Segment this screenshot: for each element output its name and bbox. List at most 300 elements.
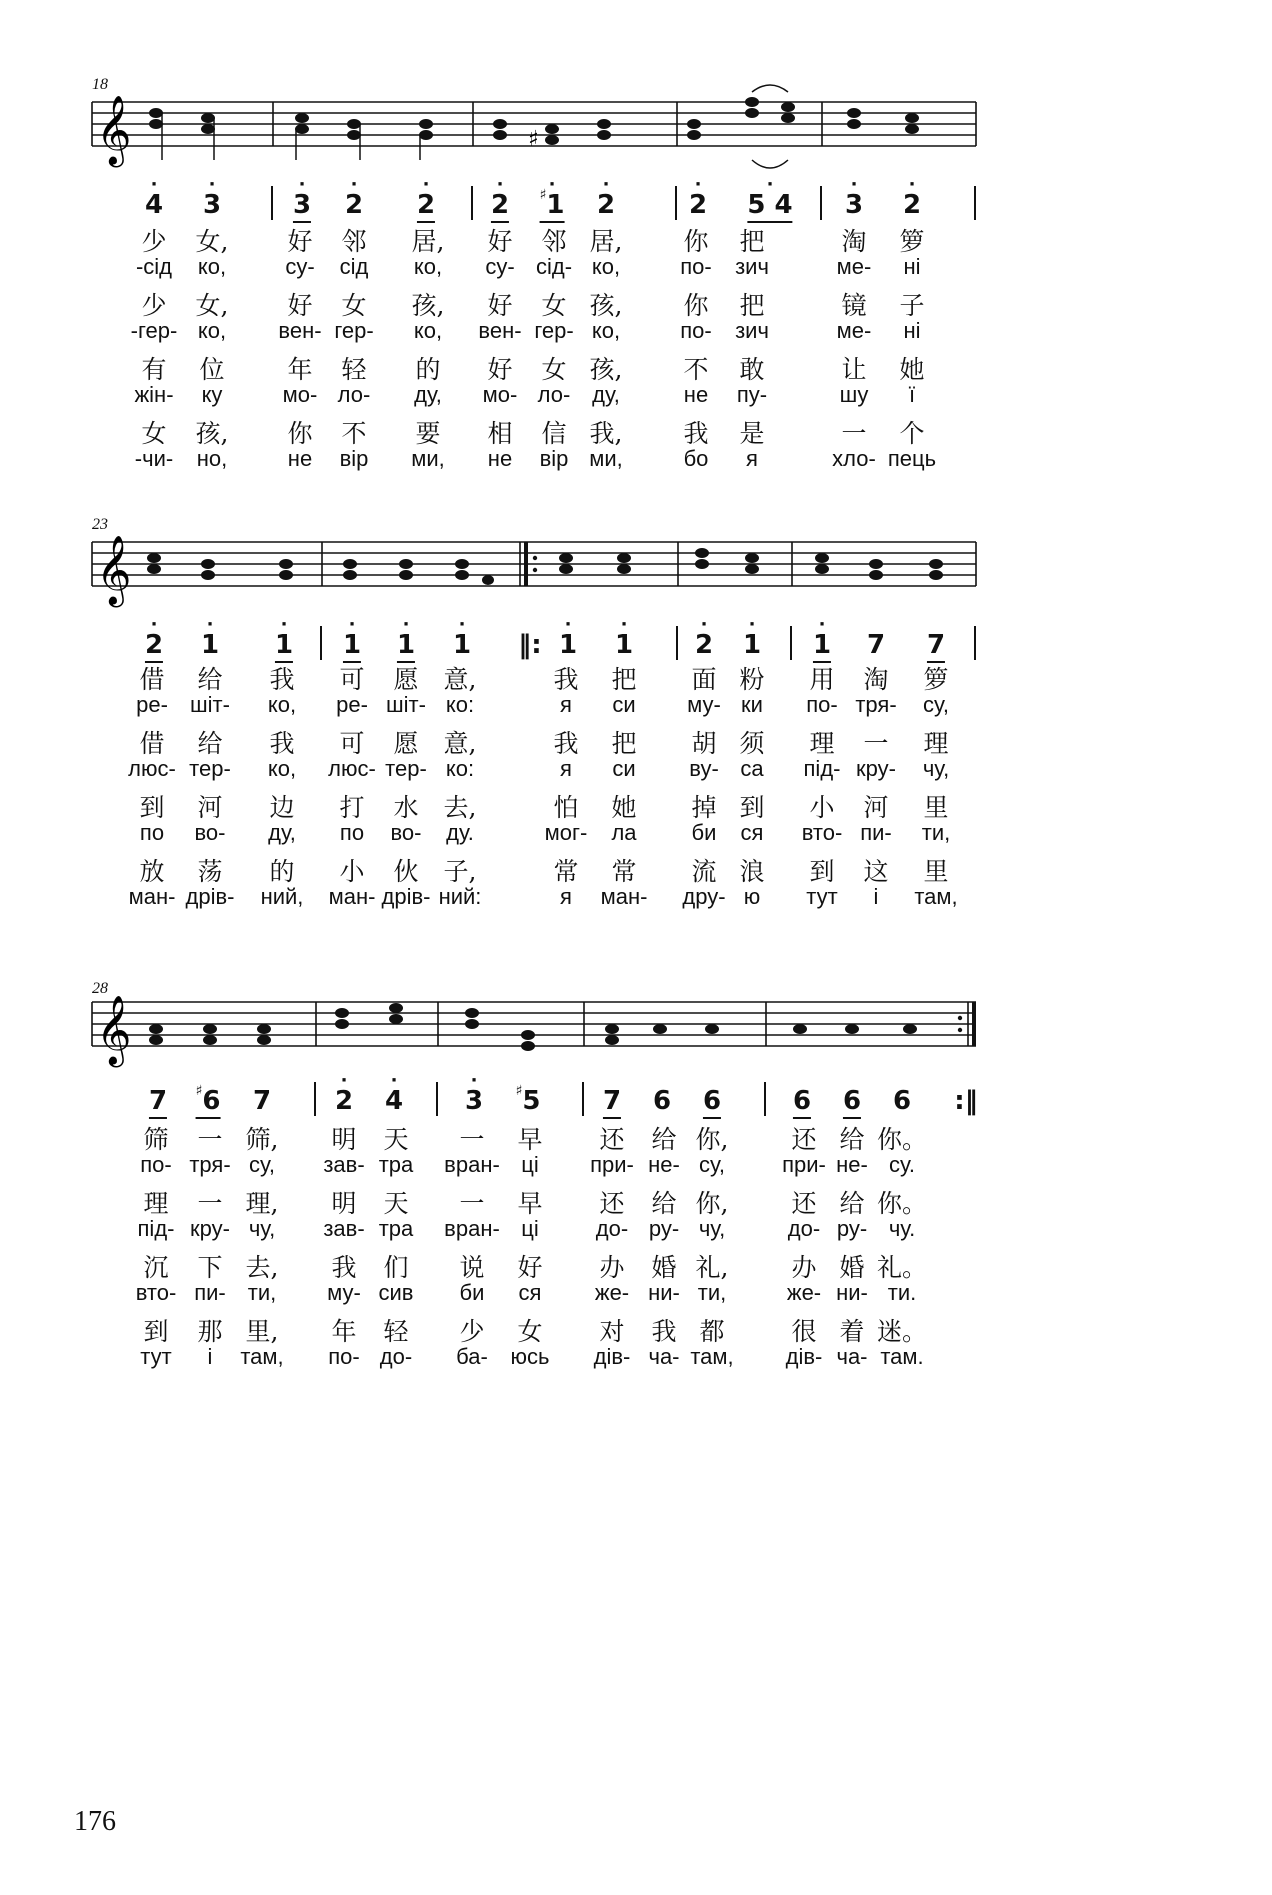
- lyric-word: 把: [739, 291, 765, 320]
- treble-clef-icon: 𝄞: [96, 535, 132, 605]
- jianpu-note: 2 ·: [902, 174, 922, 220]
- lyric-word: пу-: [736, 382, 768, 407]
- lyric-word: чу,: [698, 1216, 726, 1241]
- lyric-word: 去,: [245, 1253, 279, 1282]
- page-number: 176: [74, 1806, 116, 1837]
- lyric-word: ко,: [413, 254, 443, 279]
- lyric-word: же-: [786, 1280, 822, 1305]
- lyric-word: 箩: [923, 665, 949, 694]
- lyric-word: 女: [541, 291, 567, 320]
- lyric-word: по-: [806, 692, 838, 717]
- lyric-word: 很: [791, 1317, 817, 1346]
- lyric-word: -чи-: [134, 446, 174, 471]
- lyric-word: 一: [459, 1125, 485, 1154]
- jianpu-note: 2 ·: [694, 614, 714, 660]
- lyric-word: ко,: [267, 692, 297, 717]
- lyric-word: 还: [791, 1125, 817, 1154]
- lyric-word: вто-: [801, 820, 843, 845]
- lyric-word: 这: [863, 857, 889, 886]
- lyric-word: там,: [914, 884, 958, 909]
- lyric-word: тер-: [189, 756, 231, 781]
- lyric-word: ме-: [836, 254, 872, 279]
- lyric-word: 边: [269, 793, 295, 822]
- jianpu-note: 2 ·: [491, 190, 509, 223]
- lyric-word: юсь: [510, 1344, 550, 1369]
- jianpu-note: 1 ·: [614, 614, 634, 660]
- lyric-word: во-: [194, 820, 226, 845]
- lyric-word: дів-: [593, 1344, 631, 1369]
- jianpu-note: 1 ·: [813, 630, 831, 663]
- lyric-word: не-: [836, 1152, 868, 1177]
- lyric-word: 小: [339, 857, 365, 886]
- lyric-word: пи-: [194, 1280, 226, 1305]
- lyric-word: 邻: [341, 227, 367, 256]
- lyric-word: 天: [383, 1125, 409, 1154]
- lyric-word: 须: [739, 729, 765, 758]
- lyric-word: су,: [923, 692, 949, 717]
- jianpu-note: 2 ·: [688, 174, 708, 220]
- lyric-word: 到: [739, 793, 765, 822]
- lyric-word: 婚: [651, 1253, 677, 1282]
- lyric-line-chinese: [0, 1120, 1272, 1154]
- lyric-word: 常: [611, 857, 637, 886]
- lyric-word: ву-: [689, 756, 719, 781]
- lyric-word: дрів-: [381, 884, 431, 909]
- lyric-word: 到: [139, 793, 165, 822]
- lyric-word: ру-: [648, 1216, 680, 1241]
- lyric-word: ний,: [260, 884, 304, 909]
- lyric-word: я: [560, 692, 572, 717]
- lyric-word: 给: [197, 729, 223, 758]
- lyric-word: 轻: [341, 355, 367, 384]
- lyric-word: вто-: [135, 1280, 177, 1305]
- lyric-word: ні: [903, 318, 921, 343]
- lyric-word: 子: [899, 291, 925, 320]
- lyric-word: 理: [809, 729, 835, 758]
- jianpu-note: 1 ·: [200, 614, 220, 660]
- lyric-word: 你。: [876, 1189, 928, 1218]
- lyric-word: вір: [339, 446, 369, 471]
- lyric-word: 到: [809, 857, 835, 886]
- lyric-word: ру-: [836, 1216, 868, 1241]
- lyric-word: шіт-: [386, 692, 426, 717]
- lyric-word: 少: [141, 291, 167, 320]
- lyric-word: 明: [331, 1189, 357, 1218]
- lyric-word: 放: [139, 857, 165, 886]
- lyric-word: су-: [485, 254, 515, 279]
- lyric-word: 孩,: [589, 355, 623, 384]
- jianpu-note: 1 ·: [742, 614, 762, 660]
- lyric-word: 不: [341, 419, 367, 448]
- jianpu-note: 2 ·: [596, 174, 616, 220]
- jianpu-note: 7: [927, 630, 945, 663]
- jianpu-note: 3 ·: [464, 1070, 484, 1116]
- lyric-word: 要: [415, 419, 441, 448]
- lyric-word: 小: [809, 793, 835, 822]
- lyric-word: 女: [141, 419, 167, 448]
- svg-text:♯: ♯: [528, 127, 539, 152]
- jianpu-note: 1 ·: [397, 630, 415, 663]
- jianpu-note: 2 ·: [417, 190, 435, 223]
- jianpu-note: 2 ·: [334, 1070, 354, 1116]
- lyric-word: ман-: [600, 884, 648, 909]
- jianpu-note: ♯1 ·: [540, 190, 565, 223]
- jianpu-note: ♯5: [515, 1083, 541, 1116]
- lyric-word: 居,: [411, 227, 445, 256]
- lyric-word: тут: [806, 884, 838, 909]
- lyric-word: 好: [517, 1253, 543, 1282]
- lyric-word: не: [287, 446, 313, 471]
- lyric-word: 让: [841, 355, 867, 384]
- treble-clef-icon: 𝄞: [96, 95, 132, 165]
- lyric-word: 婚: [839, 1253, 865, 1282]
- lyric-word: 好: [287, 227, 313, 256]
- lyric-word: ці: [521, 1216, 539, 1241]
- measure-number: 18: [92, 76, 108, 93]
- lyric-word: 我: [553, 729, 579, 758]
- lyric-word: 办: [791, 1253, 817, 1282]
- jianpu-note: 2 ·: [145, 630, 163, 663]
- lyric-word: 可: [339, 665, 365, 694]
- lyric-word: по-: [140, 1152, 172, 1177]
- lyric-word: люс-: [328, 756, 376, 781]
- lyric-word: 居,: [589, 227, 623, 256]
- lyric-word: чу.: [888, 1216, 916, 1241]
- lyric-word: ни-: [836, 1280, 868, 1305]
- lyric-word: 明: [331, 1125, 357, 1154]
- lyric-word: 给: [651, 1125, 677, 1154]
- lyric-line-chinese: [0, 1312, 1272, 1346]
- lyric-word: бо: [683, 446, 709, 471]
- lyric-word: ти.: [887, 1280, 917, 1305]
- lyric-word: ся: [740, 820, 764, 845]
- jianpu-barline: [314, 1082, 316, 1116]
- lyric-word: до-: [787, 1216, 821, 1241]
- lyric-word: 好: [487, 227, 513, 256]
- jianpu-repeat: ‖:: [518, 630, 542, 660]
- lyric-word: сід: [339, 254, 369, 279]
- lyric-word: ла: [611, 820, 637, 845]
- lyric-word: 常: [553, 857, 579, 886]
- lyric-word: 面: [691, 665, 717, 694]
- lyric-word: 敢: [739, 355, 765, 384]
- lyric-word: ми,: [411, 446, 445, 471]
- jianpu-note: 7: [866, 630, 886, 660]
- lyric-word: 淘: [841, 227, 867, 256]
- lyric-word: 我: [553, 665, 579, 694]
- lyric-word: при-: [590, 1152, 634, 1177]
- jianpu-barline: [436, 1082, 438, 1116]
- lyric-line-chinese: [0, 1248, 1272, 1282]
- lyric-word: не-: [648, 1152, 680, 1177]
- lyric-word: 少: [141, 227, 167, 256]
- lyric-word: ко,: [413, 318, 443, 343]
- lyric-word: ко,: [591, 254, 621, 279]
- lyric-word: 里,: [245, 1317, 279, 1346]
- lyric-word: но,: [196, 446, 228, 471]
- jianpu-note: 6: [793, 1086, 811, 1119]
- lyric-word: мо-: [282, 382, 318, 407]
- lyric-word: са: [740, 756, 764, 781]
- lyric-word: 借: [139, 729, 165, 758]
- lyric-line-ukrainian: [0, 1344, 1272, 1378]
- lyric-word: дру-: [682, 884, 726, 909]
- lyric-word: 流: [691, 857, 717, 886]
- lyric-word: 给: [839, 1189, 865, 1218]
- lyric-word: по: [139, 820, 165, 845]
- lyric-word: 理: [143, 1189, 169, 1218]
- lyric-word: 早: [517, 1189, 543, 1218]
- lyric-word: 她: [899, 355, 925, 384]
- lyric-word: ни-: [648, 1280, 680, 1305]
- lyric-word: 打: [339, 793, 365, 822]
- lyric-word: 好: [487, 355, 513, 384]
- lyric-word: мог-: [544, 820, 588, 845]
- jianpu-note: 1 ·: [275, 630, 293, 663]
- lyric-word: 河: [863, 793, 889, 822]
- lyric-word: 你,: [695, 1125, 729, 1154]
- treble-clef-icon: 𝄞: [96, 995, 132, 1065]
- lyric-word: -гер-: [130, 318, 178, 343]
- jianpu-note: 3 ·: [202, 174, 222, 220]
- lyric-word: 办: [599, 1253, 625, 1282]
- lyric-word: 沉: [143, 1253, 169, 1282]
- lyric-word: ло-: [537, 382, 571, 407]
- lyric-word: 天: [383, 1189, 409, 1218]
- jianpu-note: 3 ·: [844, 174, 864, 220]
- lyric-word: ти,: [697, 1280, 727, 1305]
- lyric-word: си: [612, 692, 636, 717]
- lyric-word: зич: [735, 254, 769, 279]
- lyric-word: 孩,: [411, 291, 445, 320]
- lyric-word: ко,: [197, 254, 227, 279]
- lyric-word: 怕: [553, 793, 579, 822]
- lyric-word: 信: [541, 419, 567, 448]
- measure-number: 28: [92, 980, 108, 997]
- jianpu-note: 4 ·: [144, 174, 164, 220]
- lyric-word: до-: [595, 1216, 629, 1241]
- lyric-word: 礼,: [695, 1253, 729, 1282]
- lyric-word: вран-: [444, 1152, 500, 1177]
- jianpu-note: 4 ·: [384, 1070, 404, 1116]
- lyric-word: не: [683, 382, 709, 407]
- lyric-word: тря-: [189, 1152, 231, 1177]
- lyric-word: 着: [839, 1317, 865, 1346]
- lyric-word: 一: [841, 419, 867, 448]
- lyric-word: ча-: [648, 1344, 680, 1369]
- jianpu-note: 6: [703, 1086, 721, 1119]
- lyric-word: ці: [521, 1152, 539, 1177]
- lyric-word: 我: [683, 419, 709, 448]
- lyric-word: 筛,: [245, 1125, 279, 1154]
- lyric-word: 还: [791, 1189, 817, 1218]
- lyric-word: 子,: [443, 857, 477, 886]
- lyric-word: 我: [651, 1317, 677, 1346]
- lyric-word: 迷。: [876, 1317, 928, 1346]
- lyric-word: чу,: [922, 756, 950, 781]
- lyric-line-ukrainian: [0, 1216, 1272, 1250]
- lyric-word: шу: [839, 382, 869, 407]
- lyric-word: зав-: [323, 1216, 365, 1241]
- lyric-word: си: [612, 756, 636, 781]
- jianpu-note: 1 ·: [558, 614, 578, 660]
- jianpu-note: ♯6: [196, 1086, 221, 1119]
- lyric-line-chinese: [0, 1184, 1272, 1218]
- lyric-word: 孩,: [195, 419, 229, 448]
- lyric-word: 筛: [143, 1125, 169, 1154]
- lyric-word: 给: [651, 1189, 677, 1218]
- lyric-word: 我: [269, 665, 295, 694]
- lyric-word: 相: [487, 419, 513, 448]
- lyric-word: 少: [459, 1317, 485, 1346]
- lyric-word: ко,: [591, 318, 621, 343]
- jianpu-note: 5 · 4: [747, 190, 792, 223]
- lyric-word: 女: [541, 355, 567, 384]
- lyric-word: 她: [611, 793, 637, 822]
- lyric-word: 浪: [739, 857, 765, 886]
- lyric-word: 粉: [739, 665, 765, 694]
- lyric-word: ду.: [446, 820, 474, 845]
- lyric-word: по-: [328, 1344, 360, 1369]
- lyric-word: 给: [839, 1125, 865, 1154]
- lyric-word: 我: [269, 729, 295, 758]
- lyric-word: 一: [863, 729, 889, 758]
- lyric-word: 邻: [541, 227, 567, 256]
- lyric-word: 一: [197, 1125, 223, 1154]
- lyric-word: ду,: [268, 820, 296, 845]
- jianpu-repeat: :‖: [954, 1086, 978, 1116]
- lyric-word: і: [207, 1344, 213, 1369]
- lyric-word: ку: [201, 382, 223, 407]
- lyric-word: пи-: [860, 820, 892, 845]
- lyric-word: ні: [903, 254, 921, 279]
- lyric-word: 有: [141, 355, 167, 384]
- lyric-word: ман-: [128, 884, 176, 909]
- lyric-word: 淘: [863, 665, 889, 694]
- lyric-word: сід-: [535, 254, 573, 279]
- lyric-word: тут: [140, 1344, 172, 1369]
- lyric-word: во-: [390, 820, 422, 845]
- lyric-word: 早: [517, 1125, 543, 1154]
- jianpu-note: 2 ·: [344, 174, 364, 220]
- lyric-word: 借: [139, 665, 165, 694]
- lyric-word: там,: [690, 1344, 734, 1369]
- lyric-word: су-: [285, 254, 315, 279]
- lyric-word: 不: [683, 355, 709, 384]
- lyric-word: 意,: [443, 665, 477, 694]
- jianpu-note: 1 ·: [343, 630, 361, 663]
- lyric-word: 位: [199, 355, 225, 384]
- lyric-word: тря-: [855, 692, 897, 717]
- lyric-word: 我,: [589, 419, 623, 448]
- lyric-word: 年: [287, 355, 313, 384]
- lyric-word: кру-: [856, 756, 896, 781]
- lyric-word: дів-: [785, 1344, 823, 1369]
- lyric-word: ба-: [456, 1344, 488, 1369]
- lyric-word: 下: [197, 1253, 223, 1282]
- lyric-word: тер-: [385, 756, 427, 781]
- lyric-word: 都: [699, 1317, 725, 1346]
- lyric-word: ї: [908, 382, 916, 407]
- lyric-word: 你: [683, 291, 709, 320]
- lyric-word: су,: [699, 1152, 725, 1177]
- lyric-word: 我: [331, 1253, 357, 1282]
- lyric-word: ти,: [921, 820, 951, 845]
- jianpu-note: 3 ·: [293, 190, 311, 223]
- lyric-word: не: [487, 446, 513, 471]
- lyric-word: 一: [459, 1189, 485, 1218]
- jianpu-note: 6: [843, 1086, 861, 1119]
- lyric-word: 好: [487, 291, 513, 320]
- lyric-word: ю: [743, 884, 761, 909]
- lyric-word: ре-: [336, 692, 368, 717]
- lyric-word: 去,: [443, 793, 477, 822]
- lyric-word: 的: [415, 355, 441, 384]
- lyric-word: 女,: [195, 227, 229, 256]
- lyric-word: люс-: [128, 756, 176, 781]
- lyric-word: 河: [197, 793, 223, 822]
- lyric-word: 你,: [695, 1189, 729, 1218]
- lyric-word: 箩: [899, 227, 925, 256]
- lyric-word: 礼。: [876, 1253, 928, 1282]
- lyric-word: ти,: [247, 1280, 277, 1305]
- lyric-word: 荡: [197, 857, 223, 886]
- lyric-word: там,: [240, 1344, 284, 1369]
- lyric-word: кру-: [190, 1216, 230, 1241]
- lyric-word: гер-: [334, 318, 374, 343]
- lyric-word: 愿: [393, 665, 419, 694]
- lyric-word: по: [339, 820, 365, 845]
- lyric-word: 是: [739, 419, 765, 448]
- lyric-word: ко,: [197, 318, 227, 343]
- lyric-word: 女: [341, 291, 367, 320]
- lyric-word: 把: [739, 227, 765, 256]
- lyric-word: 愿: [393, 729, 419, 758]
- lyric-word: 掉: [691, 793, 717, 822]
- lyric-word: при-: [782, 1152, 826, 1177]
- lyric-word: 你: [683, 227, 709, 256]
- lyric-word: 的: [269, 857, 295, 886]
- lyric-word: су,: [249, 1152, 275, 1177]
- lyric-word: 给: [197, 665, 223, 694]
- jianpu-barline: [764, 1082, 766, 1116]
- lyric-word: тра: [378, 1152, 414, 1177]
- lyric-word: 女,: [195, 291, 229, 320]
- jianpu-note: 7: [149, 1086, 167, 1119]
- lyric-word: 把: [611, 729, 637, 758]
- lyric-word: 里: [923, 857, 949, 886]
- lyric-word: дрів-: [185, 884, 235, 909]
- lyric-word: 年: [331, 1317, 357, 1346]
- lyric-word: під-: [803, 756, 841, 781]
- lyric-word: зич: [735, 318, 769, 343]
- lyric-word: 对: [599, 1317, 625, 1346]
- lyric-word: сив: [378, 1280, 414, 1305]
- lyric-word: же-: [594, 1280, 630, 1305]
- lyric-word: 理,: [245, 1189, 279, 1218]
- lyric-word: су.: [889, 1152, 915, 1177]
- lyric-word: мо-: [482, 382, 518, 407]
- lyric-word: ко,: [267, 756, 297, 781]
- jianpu-note: 6: [652, 1086, 672, 1116]
- lyric-word: я: [746, 446, 758, 471]
- lyric-word: ся: [518, 1280, 542, 1305]
- lyric-word: чу,: [248, 1216, 276, 1241]
- jianpu-note: 6: [892, 1086, 912, 1116]
- lyric-word: 女: [517, 1317, 543, 1346]
- lyric-word: до-: [379, 1344, 413, 1369]
- lyric-word: 可: [339, 729, 365, 758]
